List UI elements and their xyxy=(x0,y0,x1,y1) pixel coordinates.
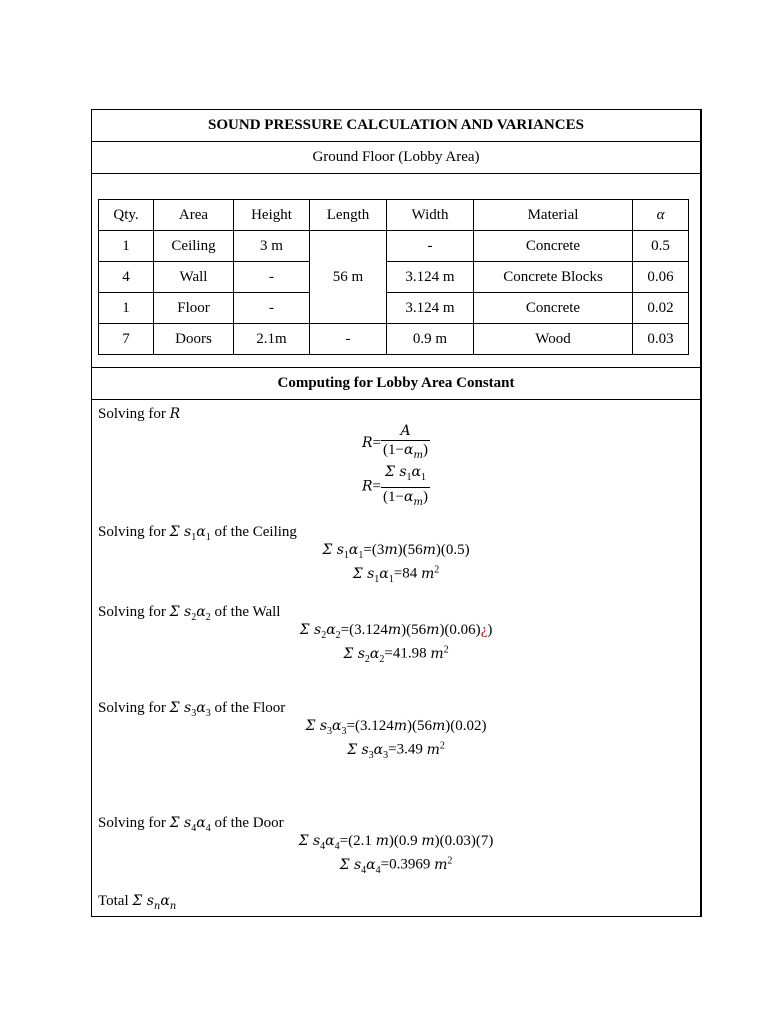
cell-width: 3.124 m xyxy=(387,293,474,324)
header-length: Length xyxy=(310,200,387,231)
equation-floor-2: Σ $s_3\alpha_3=3.49$ $m^2$ xyxy=(347,740,445,761)
solving-floor-label: Solving for Σ $s_3\alpha_3$ of the Floor xyxy=(98,700,286,719)
section-title: Computing for Lobby Area Constant xyxy=(92,368,700,400)
header-material: Material xyxy=(474,200,633,231)
header-alpha: α xyxy=(633,200,689,231)
cell-material: Concrete xyxy=(474,293,633,324)
cell-area: Doors xyxy=(154,324,234,355)
table-header-row xyxy=(99,200,689,231)
equation-door-1: Σ $s_4\alpha_4=(2.1$ m)(0.9 m)(0.03)(7) xyxy=(298,833,494,852)
document-subtitle: Ground Floor (Lobby Area) xyxy=(92,142,700,174)
table-row xyxy=(99,262,689,293)
solving-ceiling-label: Solving for Σ $s_1\alpha_1$ of the Ceiling xyxy=(98,524,297,543)
solving-r-label: Solving for R xyxy=(98,406,181,422)
table-row xyxy=(99,231,689,262)
header-area: Area xyxy=(154,200,234,231)
cell-height: 3 m xyxy=(234,231,310,262)
table-row xyxy=(99,324,689,355)
document-frame xyxy=(91,109,702,917)
cell-qty: 4 xyxy=(99,262,154,293)
cell-length-merged: 56 m xyxy=(310,231,387,324)
cell-qty: 7 xyxy=(99,324,154,355)
equation-wall-2: Σ $s_2\alpha_2=41.98$ $m^2$ xyxy=(343,644,449,665)
equation-wall-1: Σ $s_2\alpha_2=(3.124m)(56m)(0.06)¿$) xyxy=(299,622,493,641)
cell-area: Wall xyxy=(154,262,234,293)
table-row xyxy=(99,293,689,324)
cell-height: - xyxy=(234,262,310,293)
materials-table xyxy=(98,199,689,355)
document-title: SOUND PRESSURE CALCULATION AND VARIANCES xyxy=(92,110,700,142)
cell-width: 3.124 m xyxy=(387,262,474,293)
materials-table-section xyxy=(92,174,700,368)
cell-area: Floor xyxy=(154,293,234,324)
cell-alpha: 0.06 xyxy=(633,262,689,293)
cell-area: Ceiling xyxy=(154,231,234,262)
equation-ceiling-2: Σ $s_1\alpha_1=84$ $m^2$ xyxy=(352,564,440,585)
header-height: Height xyxy=(234,200,310,231)
cell-alpha: 0.03 xyxy=(633,324,689,355)
equation-r-1: R= $\frac{A}{(1-\alpha_m)}$ xyxy=(362,423,428,461)
cell-material: Concrete xyxy=(474,231,633,262)
equation-r-2: R= $\frac{\Sigma s_1\alpha_1}{(1-\alpha_m)}$ xyxy=(362,464,428,508)
cell-width: - xyxy=(387,231,474,262)
equation-door-2: Σ $s_4\alpha_4=0.3969$ $m^2$ xyxy=(339,855,453,876)
cell-material: Wood xyxy=(474,324,633,355)
computation-area xyxy=(92,400,700,916)
header-width: Width xyxy=(387,200,474,231)
cell-length: - xyxy=(310,324,387,355)
total-label: Total Σ $s_n\alpha_n$ xyxy=(98,893,177,912)
solving-door-label: Solving for Σ $s_4\alpha_4$ of the Door xyxy=(98,815,284,834)
cell-height: 2.1m xyxy=(234,324,310,355)
solving-wall-label: Solving for Σ $s_2\alpha_2$ of the Wall xyxy=(98,604,281,623)
equation-ceiling-1: Σ $s_1\alpha_1=(3m)(56m)(0.5)$ xyxy=(322,542,470,561)
cell-alpha: 0.5 xyxy=(633,231,689,262)
equation-floor-1: Σ $s_3\alpha_3=(3.124m)(56m)(0.02)$ xyxy=(305,718,487,737)
cell-qty: 1 xyxy=(99,231,154,262)
cell-height: - xyxy=(234,293,310,324)
header-qty: Qty. xyxy=(99,200,154,231)
cell-qty: 1 xyxy=(99,293,154,324)
cell-width: 0.9 m xyxy=(387,324,474,355)
cell-material: Concrete Blocks xyxy=(474,262,633,293)
cell-alpha: 0.02 xyxy=(633,293,689,324)
